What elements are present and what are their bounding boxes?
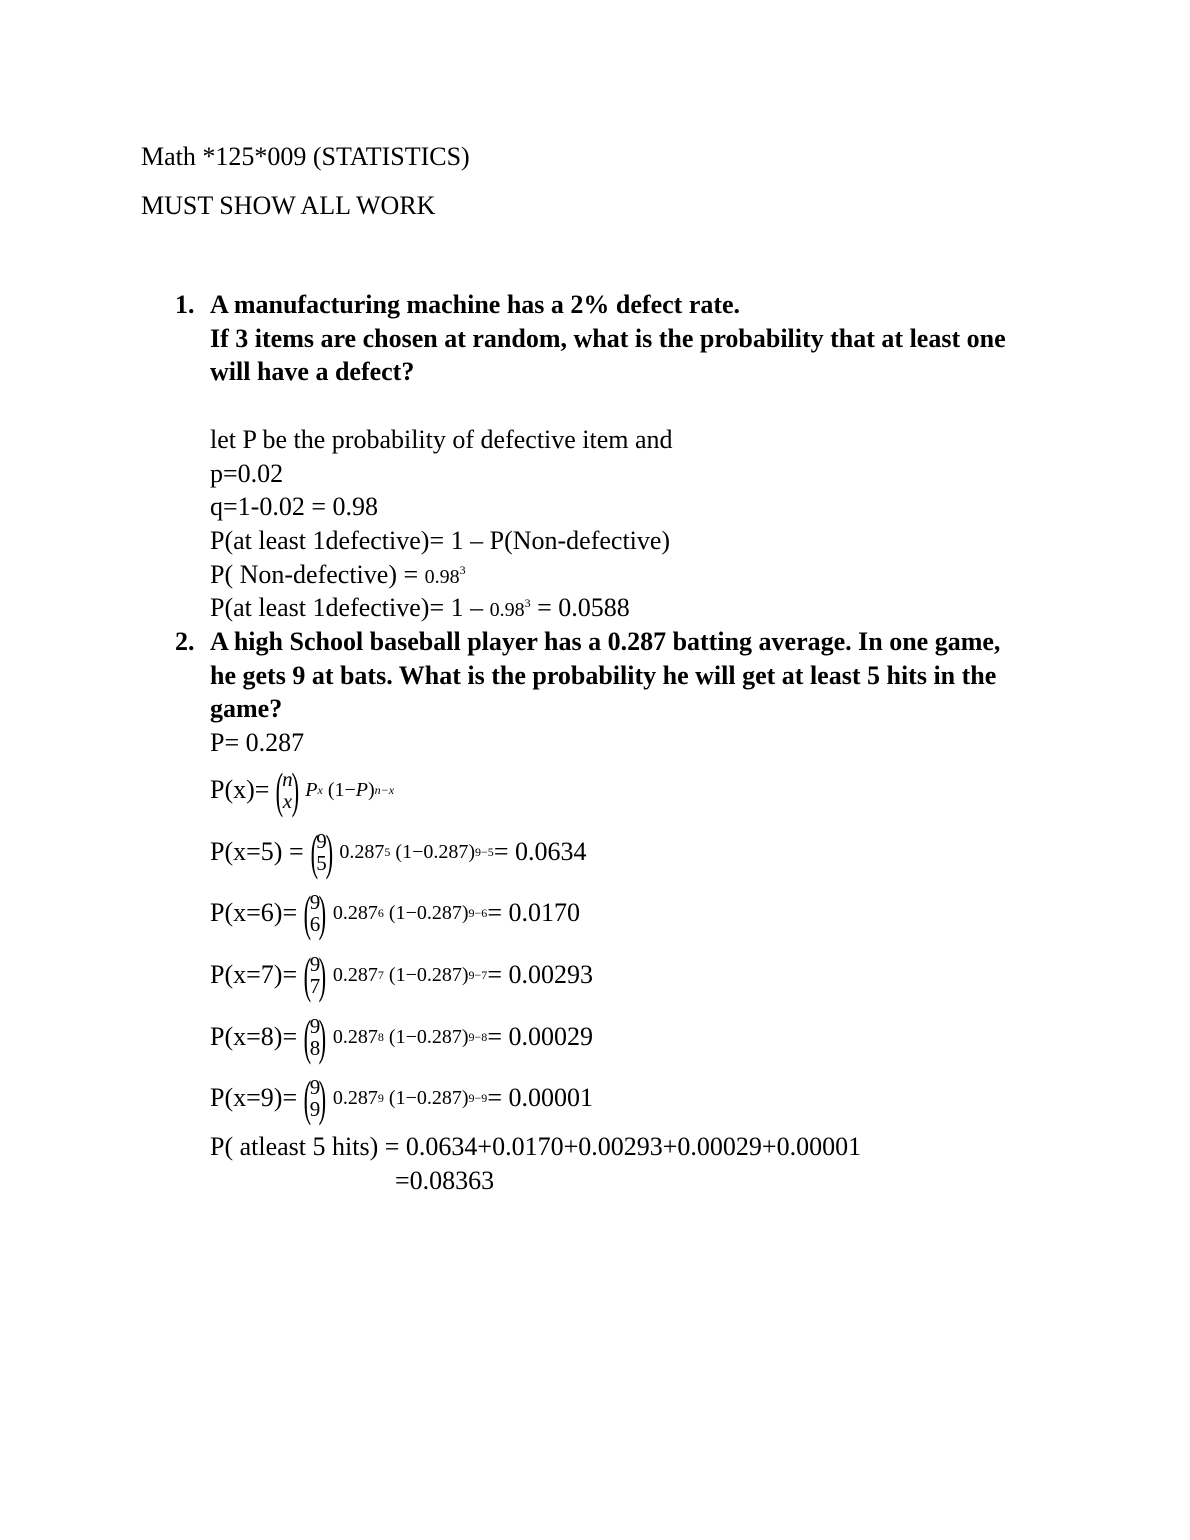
q1-step-5-base: 0.98 [424, 566, 460, 588]
coef-top: 9 [309, 952, 321, 976]
question-1-number: 1. [175, 290, 195, 319]
question-1-line-2: If 3 items are chosen at random, what is the probability that at least one [210, 324, 1006, 353]
q1-step-5-text: P( Non-defective) = [210, 560, 425, 589]
coef-bottom: 8 [309, 1036, 321, 1060]
q1-step-5 [210, 560, 466, 592]
row-label: P(x=6)= [210, 898, 298, 927]
formula-mid-var: P [355, 778, 368, 801]
row-mid: (1−0.287) [388, 1086, 469, 1109]
formula-close: ) [367, 778, 375, 801]
row-result: = 0.0634 [493, 837, 587, 866]
q1-step-5-exp: 3 [459, 563, 466, 577]
binomial-coefficient: ( 9 9 ) [303, 1070, 327, 1126]
binomial-coefficient: ( 9 5 ) [310, 824, 333, 880]
coef-top: 9 [309, 1075, 321, 1099]
question-1-line-3: will have a defect? [210, 357, 415, 386]
row-base: 0.287 [332, 901, 378, 924]
probability-row: P(x=8)= ( 9 8 ) 0.287 8 (1−0.287) 9−8 = 0.00029 [210, 1009, 593, 1065]
row-mid: (1−0.287) [395, 840, 476, 863]
question-2-line-2: he gets 9 at bats. What is the probability he will get at least 5 hits in the [210, 661, 997, 690]
coef-bottom: 9 [309, 1097, 321, 1121]
binomial-coefficient: ( n x ) [276, 762, 299, 818]
row-label: P(x=5) = [210, 837, 304, 866]
row-base: 0.287 [332, 1086, 378, 1109]
coef-top: 9 [316, 829, 327, 853]
q1-step-6-text: P(at least 1defective)= 1 – [210, 593, 490, 622]
coef-top: n [282, 767, 293, 791]
q1-step-6-base: 0.98 [489, 599, 525, 621]
q1-step-2: p=0.02 [210, 459, 284, 488]
row-mid: (1−0.287) [388, 1025, 469, 1048]
coef-bottom: 5 [316, 851, 327, 875]
coef-bottom: x [282, 789, 293, 813]
row-label: P(x=9)= [210, 1083, 298, 1112]
row-base: 0.287 [339, 840, 385, 863]
course-title: Math *125*009 (STATISTICS) [141, 142, 470, 171]
row-result: = 0.00029 [487, 1022, 593, 1051]
row-base: 0.287 [332, 963, 378, 986]
q1-step-6 [210, 593, 630, 625]
row-label: P(x=8)= [210, 1022, 298, 1051]
q1-step-6-exp: 3 [524, 596, 531, 610]
probability-row: P(x=6)= ( 9 6 ) 0.287 6 (1−0.287) 9−6 = 0.0170 [210, 885, 580, 941]
total-line: =0.08363 [395, 1166, 495, 1195]
question-2-number: 2. [175, 627, 195, 656]
row-mid: (1−0.287) [388, 901, 469, 924]
formula-mid: (1− [327, 778, 356, 801]
coef-bottom: 7 [309, 974, 321, 998]
probability-row: P(x=9)= ( 9 9 ) 0.287 9 (1−0.287) 9−9 = 0.00001 [210, 1070, 593, 1126]
row-result: = 0.0170 [487, 898, 580, 927]
q1-step-1: let P be the probability of defective item and [210, 425, 673, 454]
formula-label: P(x)= [210, 775, 270, 804]
binomial-formula: P(x)= ( n x ) P x (1− P ) n−x [210, 762, 395, 818]
row-mid: (1−0.287) [388, 963, 469, 986]
question-2-line-3: game? [210, 694, 283, 723]
row-result: = 0.00293 [487, 960, 593, 989]
row-base: 0.287 [332, 1025, 378, 1048]
coef-top: 9 [309, 890, 321, 914]
coef-top: 9 [309, 1014, 321, 1038]
binomial-coefficient: ( 9 8 ) [303, 1009, 327, 1065]
question-2-line-1: A high School baseball player has a 0.287 batting average. In one game, [210, 627, 1001, 656]
binomial-coefficient: ( 9 7 ) [303, 947, 327, 1003]
q1-step-6-result: = 0.0588 [530, 593, 630, 622]
row-label: P(x=7)= [210, 960, 298, 989]
instructions: MUST SHOW ALL WORK [141, 191, 436, 220]
q1-step-4: P(at least 1defective)= 1 – P(Non-defective) [210, 526, 671, 555]
probability-row: P(x=7)= ( 9 7 ) 0.287 7 (1−0.287) 9−7 = 0.00293 [210, 947, 593, 1003]
sum-line: P( atleast 5 hits) = 0.0634+0.0170+0.00293+0.00029+0.00001 [210, 1132, 862, 1161]
q1-step-3: q=1-0.02 = 0.98 [210, 492, 378, 521]
probability-row: P(x=5) = ( 9 5 ) 0.287 5 (1−0.287) 9−5 = 0.0634 [210, 824, 587, 880]
coef-bottom: 6 [309, 912, 321, 936]
formula-base: P [305, 778, 318, 801]
binomial-coefficient: ( 9 6 ) [303, 885, 327, 941]
question-1-line-1: A manufacturing machine has a 2% defect rate. [210, 290, 741, 319]
row-result: = 0.00001 [487, 1083, 593, 1112]
q2-p-value: P= 0.287 [210, 728, 305, 757]
